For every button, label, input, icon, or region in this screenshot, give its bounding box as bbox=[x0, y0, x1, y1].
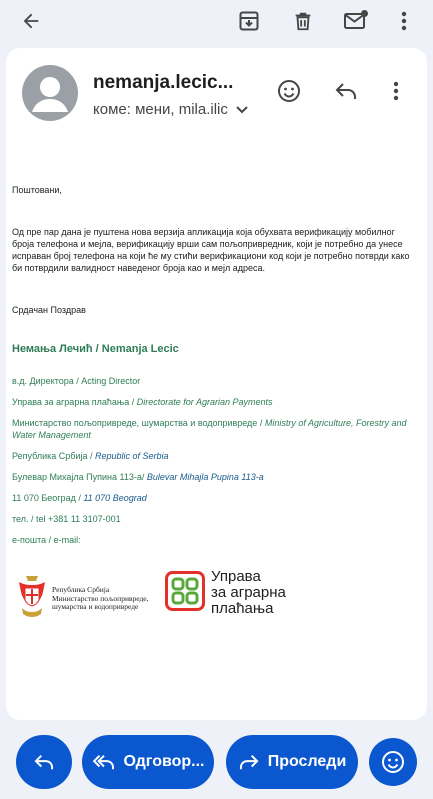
bottom-action-bar bbox=[0, 729, 433, 799]
sender-name[interactable]: nemanja.lecic... bbox=[93, 72, 234, 93]
signature-logos bbox=[12, 568, 417, 628]
uap-logo-text: Управа за аграрна плаћања bbox=[211, 568, 286, 617]
emoji-react-button[interactable] bbox=[369, 738, 417, 786]
back-arrow-icon[interactable] bbox=[14, 4, 48, 38]
signature-title: в.д. Директора / Acting Director bbox=[12, 376, 141, 386]
signature-address: Булевар Михајла Пупина 113-а/ Bulevar Mihajla Pupina 113-a bbox=[12, 472, 264, 482]
forward-button[interactable] bbox=[226, 735, 358, 789]
uap-logo-mark bbox=[165, 571, 205, 611]
top-app-bar bbox=[0, 0, 433, 42]
reply-all-label: Одговор... bbox=[123, 753, 205, 770]
signature-email-label: е-пошта / e-mail: bbox=[12, 535, 81, 545]
email-card bbox=[6, 48, 427, 720]
forward-icon bbox=[238, 753, 260, 771]
signature-ministry: Министарство пољопривреде, шумарства и водопривреде / Ministry of Agriculture, Forestry and Water Management bbox=[12, 418, 407, 440]
signature-city: 11 070 Београд / 11 070 Beograd bbox=[12, 493, 147, 503]
emoji-icon bbox=[381, 750, 405, 774]
recipients-line[interactable] bbox=[93, 101, 248, 118]
reply-all-button[interactable] bbox=[82, 735, 214, 789]
serbia-coat-of-arms-logo bbox=[16, 570, 48, 624]
signature-phone: тел. / tel +381 11 3107-001 bbox=[12, 514, 121, 524]
ministry-logo-text: Република Србија Министарство пољопривреде, шумарства и водопривреде bbox=[52, 585, 149, 611]
mark-unread-icon[interactable] bbox=[339, 4, 373, 38]
forward-label: Проследи bbox=[267, 753, 347, 770]
chevron-down-icon[interactable] bbox=[236, 106, 248, 114]
body-paragraph: Од пре пар дана је пуштена нова верзија апликација која обухвата верификацију мобилног броја телефона и мејла, верификацију врши сам пољопривредник, који је потребно да унесе исправан број телефона на који ће му стићи верификациони код који је потребно потврди како би потврдили валидност наведеног броја као и мејл адреса. bbox=[12, 227, 410, 273]
reply-icon[interactable] bbox=[331, 76, 361, 106]
avatar[interactable] bbox=[22, 65, 78, 121]
signature-name: Немања Лечић / Nemanja Lecic bbox=[12, 343, 179, 355]
email-body bbox=[12, 184, 417, 546]
reply-icon bbox=[33, 753, 55, 771]
archive-icon[interactable] bbox=[232, 4, 266, 38]
greeting: Поштовани, bbox=[12, 185, 62, 195]
more-vert-icon[interactable] bbox=[381, 76, 411, 106]
closing: Срдачан Поздрав bbox=[12, 305, 86, 315]
signature-country: Република Србија / Republic of Serbia bbox=[12, 451, 169, 461]
reply-all-icon bbox=[92, 753, 116, 771]
emoji-icon[interactable] bbox=[274, 76, 304, 106]
recipients-text: коме: мени, mila.ilic bbox=[93, 101, 228, 118]
reply-button[interactable] bbox=[16, 735, 72, 789]
delete-icon[interactable] bbox=[286, 4, 320, 38]
more-vert-icon[interactable] bbox=[387, 4, 421, 38]
signature-org: Управа за аграрна плаћања / Directorate for Agrarian Payments bbox=[12, 397, 273, 407]
